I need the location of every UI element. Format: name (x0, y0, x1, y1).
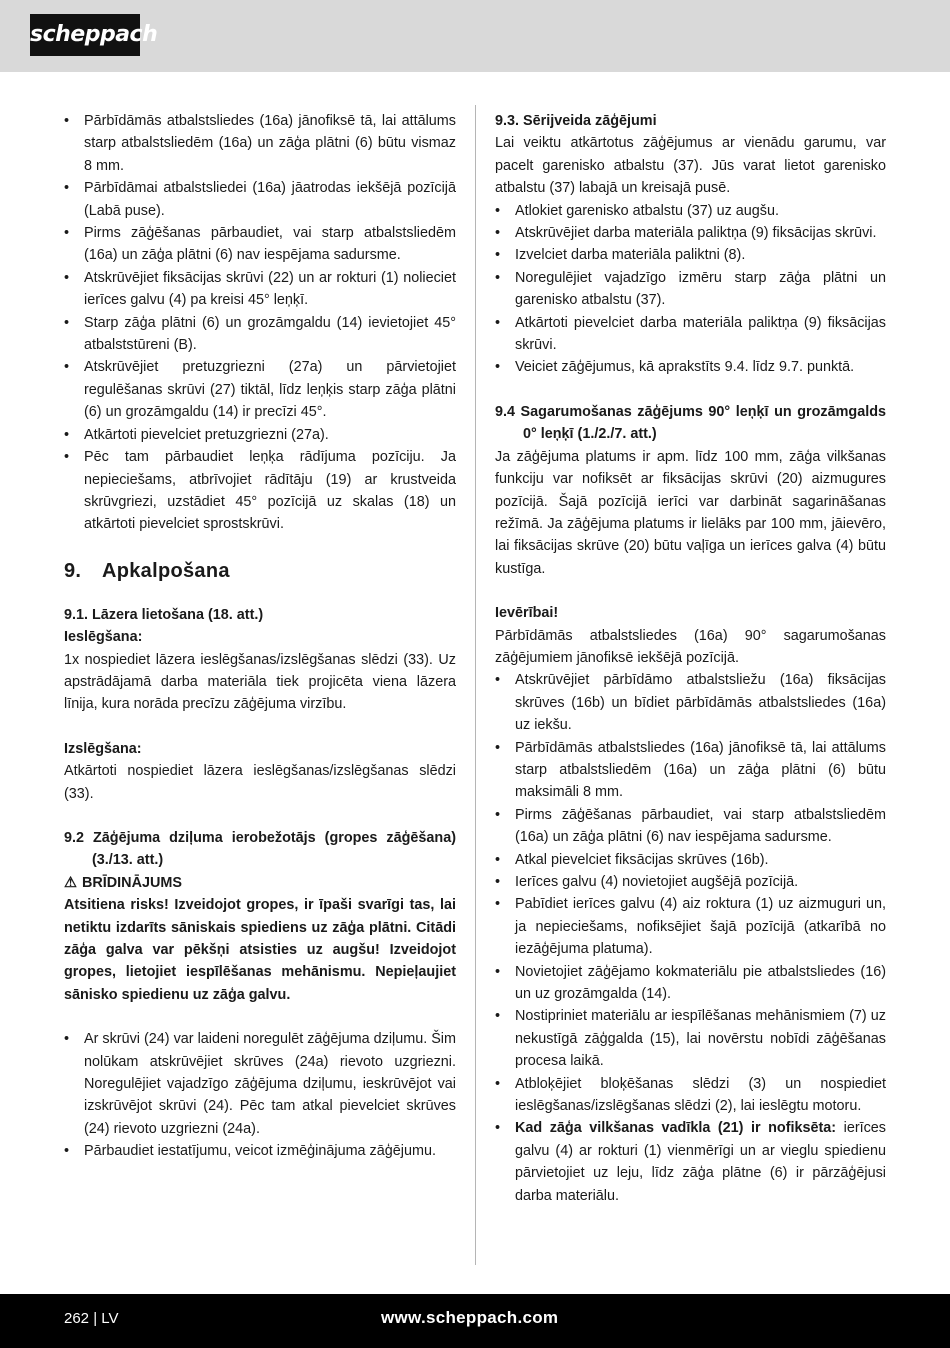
list-item: • Pārbaudiet iestatījumu, veicot izmēģinājuma zāģējumu. (64, 1140, 456, 1162)
bullet-list-1 (64, 110, 456, 536)
warning-label-row: ⚠ BRĪDINĀJUMS (64, 872, 456, 894)
serial-bullets (495, 200, 886, 379)
list-item: • Pēc tam pārbaudiet leņķa rādījuma pozīciju. Ja nepieciešams, atbrīvojiet rādītāju (19) ar krustveida skrūvgriezi, uzstādiet 45° pozīcijā uz skalas (18) un atkārtoti pievelciet sprostskrūvi. (64, 446, 456, 536)
list-item: • Nostipriniet materiālu ar iespīlēšanas mehānismiem (7) uz nekustīgā zāģgalda (15), lai novērstu nobīdi zāģēšanas procesa laikā. (495, 1005, 886, 1072)
column-divider (475, 105, 476, 1265)
list-item: • Pārbīdāmās atbalstsliedes (16a) jānofiksē tā, lai attālums starp atbalstsliedēm (16a) un zāģa plātni (6) būtu vismaz 8 mm. (64, 110, 456, 177)
section-heading: 9. Apkalpošana (64, 559, 230, 582)
list-item: • Ierīces galvu (4) novietojiet augšējā pozīcijā. (495, 871, 886, 893)
list-item: • Pirms zāģēšanas pārbaudiet, vai starp atbalstsliedēm (16a) un zāģa plātni (6) nav iespējama sadursme. (495, 804, 886, 849)
note-bullets (495, 669, 886, 1207)
list-item: • Atskrūvējiet darba materiāla paliktņa (9) fiksācijas skrūvi. (495, 222, 886, 244)
off-heading: Izslēgšana: (64, 740, 142, 757)
list-item: • Pirms zāģēšanas pārbaudiet, vai starp atbalstsliedēm (16a) un zāģa plātni (6) nav iespējama sadursme. (64, 222, 456, 267)
depth-heading: 9.2 Zāģējuma dziļuma ierobežotājs (gropes zāģēšana) (3./13. att.) (64, 829, 456, 869)
bullet-list-2 (64, 1028, 456, 1162)
list-item: • Atskrūvējiet pārbīdāmo atbalstsliežu (16a) fiksācijas skrūves (16b) un bīdiet pārbīdāmās atbalstsliedes (16a) uz iekšu. (495, 669, 886, 736)
list-item: • Pārbīdāmai atbalstsliedei (16a) jāatrodas iekšējā pozīcijā (Labā puse). (64, 177, 456, 222)
list-item: • Atbloķējiet bloķēšanas slēdzi (3) un nospiediet ieslēgšanas/izslēgšanas slēdzi (2), lai ieslēgtu motoru. (495, 1073, 886, 1118)
list-item: • Novietojiet zāģējamo kokmateriālu pie atbalstsliedes (16) un uz grozāmgalda (14). (495, 961, 886, 1006)
list-item: • Atlokiet garenisko atbalstu (37) uz augšu. (495, 200, 886, 222)
list-item: • Pabīdiet ierīces galvu (4) aiz roktura (1) uz aizmuguri un, ja nepieciešams, nofiksējiet šajā pozīcijā (atkarībā no iezāģējuma platuma). (495, 893, 886, 960)
note-text: Pārbīdāmās atbalstsliedes (16a) 90° sagarumošanas zāģējumiem jānofiksē iekšējā pozīcijā. (495, 627, 886, 666)
laser-heading: 9.1. Lāzera lietošana (18. att.) (64, 606, 264, 623)
list-item: • Izvelciet darba materiāla paliktni (8). (495, 244, 886, 266)
long-cut-text: Ja zāģējuma platums ir apm. līdz 100 mm, zāģa vilkšanas funkciju var nofiksēt ar fiksācijas skrūvi (20) aizmugures pozīcijā. Šajā pozīcijā ierīci var darbināt sagarināšanas režīmā. Ja zāģējuma platums ir lielāks par 100 mm, jāievēro, lai fiksācijas skrūve (20) būtu vaļīga un ierīces galva (4) būtu kustīga. (495, 448, 886, 577)
list-item: • Starp zāģa plātni (6) un grozāmgaldu (14) ievietojiet 45° atbalststūreni (B). (64, 312, 456, 357)
list-item: • Atkārtoti pievelciet pretuzgriezni (27a). (64, 424, 456, 446)
page-footer (0, 1294, 950, 1348)
page-number: 262 | LV (64, 1310, 119, 1327)
list-item: • Pārbīdāmās atbalstsliedes (16a) jānofiksē tā, lai attālums starp atbalstsliedēm (16a) un zāģa plātni (6) būtu maksimāli 8 mm. (495, 737, 886, 804)
list-item: • Noregulējiet vajadzīgo izmēru starp zāģa plātni un garenisko atbalstu (37). (495, 267, 886, 312)
list-item: • Atkārtoti pievelciet darba materiāla paliktņa (9) fiksācijas skrūvi. (495, 312, 886, 357)
note-heading: Ievērībai! (495, 605, 559, 622)
list-item: • Atskrūvējiet pretuzgriezni (27a) un pārvietojiet regulēšanas skrūvi (27) tiktāl, līdz leņķis starp zāģa plātni (6) un grozāmgaldu (14) ir precīzi 45°. (64, 356, 456, 423)
on-text: 1x nospiediet lāzera ieslēgšanas/izslēgšanas slēdzi (33). Uz apstrādājamā darba materiāla tiek projicēta viena lāzera līnija, kura norāda precīzu zāģējuma virzību. (64, 651, 456, 713)
list-item: • Atskrūvējiet fiksācijas skrūvi (22) un ar rokturi (1) nolieciet ierīces galvu (4) pa kreisi 45° leņķī. (64, 267, 456, 312)
long-cut-heading: 9.4 Sagarumošanas zāģējums 90° leņķī un grozāmgalds 0° leņķī (1./2./7. att.) (495, 403, 886, 443)
warning-icon: ⚠ (64, 874, 77, 891)
serial-heading: 9.3. Sērijveida zāģējumi (495, 113, 657, 129)
list-item: • Kad zāģa vilkšanas vadīkla (21) ir nofiksēta: ierīces galvu (4) ar rokturi (1) vienmērīgi un ar vieglu spiedienu pārvietojiet uz leju, līdz zāģa plātne (6) ir pārzāģējusi darba materiālu. (495, 1117, 886, 1207)
brand-logo: scheppach (30, 14, 140, 56)
on-heading: Ieslēgšana: (64, 629, 143, 646)
website-url: www.scheppach.com (381, 1308, 559, 1327)
left-column (64, 110, 456, 1163)
right-column (495, 110, 886, 1207)
list-item: • Veiciet zāģējumus, kā aprakstīts 9.4. līdz 9.7. punktā. (495, 356, 886, 378)
off-text: Atkārtoti nospiediet lāzera ieslēgšanas/izslēgšanas slēdzi (33). (64, 763, 456, 802)
list-item: • Ar skrūvi (24) var laideni noregulēt zāģējuma dziļumu. Šim nolūkam atskrūvējiet skrūves (24a) rievoto uzgriezni. Noregulējiet vajadzīgo zāģējuma dziļumu, ieskrūvējot vai izskrūvējot skrūvi (24). Pēc tam atkal pievelciet skrūves (24) rievoto uzgriezni (24a). (64, 1028, 456, 1140)
page-header (0, 0, 950, 72)
warning-text: Atsitiena risks! Izveidojot gropes, ir īpaši svarīgi tas, lai netiktu izdarīts sāniskais spiediens uz zāģa plātni. Citādi zāģa galva var pēkšņi atsisties uz augšu! Izveidojot gropes, lietojiet iespīlēšanas mehānismu. Nepieļaujiet sānisko spiedienu uz zāģa galvu. (64, 897, 456, 1003)
list-item: • Atkal pievelciet fiksācijas skrūves (16b). (495, 849, 886, 871)
serial-text: Lai veiktu atkārtotus zāģējumus ar vienādu garumu, var pacelt garenisko atbalstu (37). Jūs varat lietot garenisko atbalstu (37) labajā un kreisajā pusē. (495, 135, 886, 197)
